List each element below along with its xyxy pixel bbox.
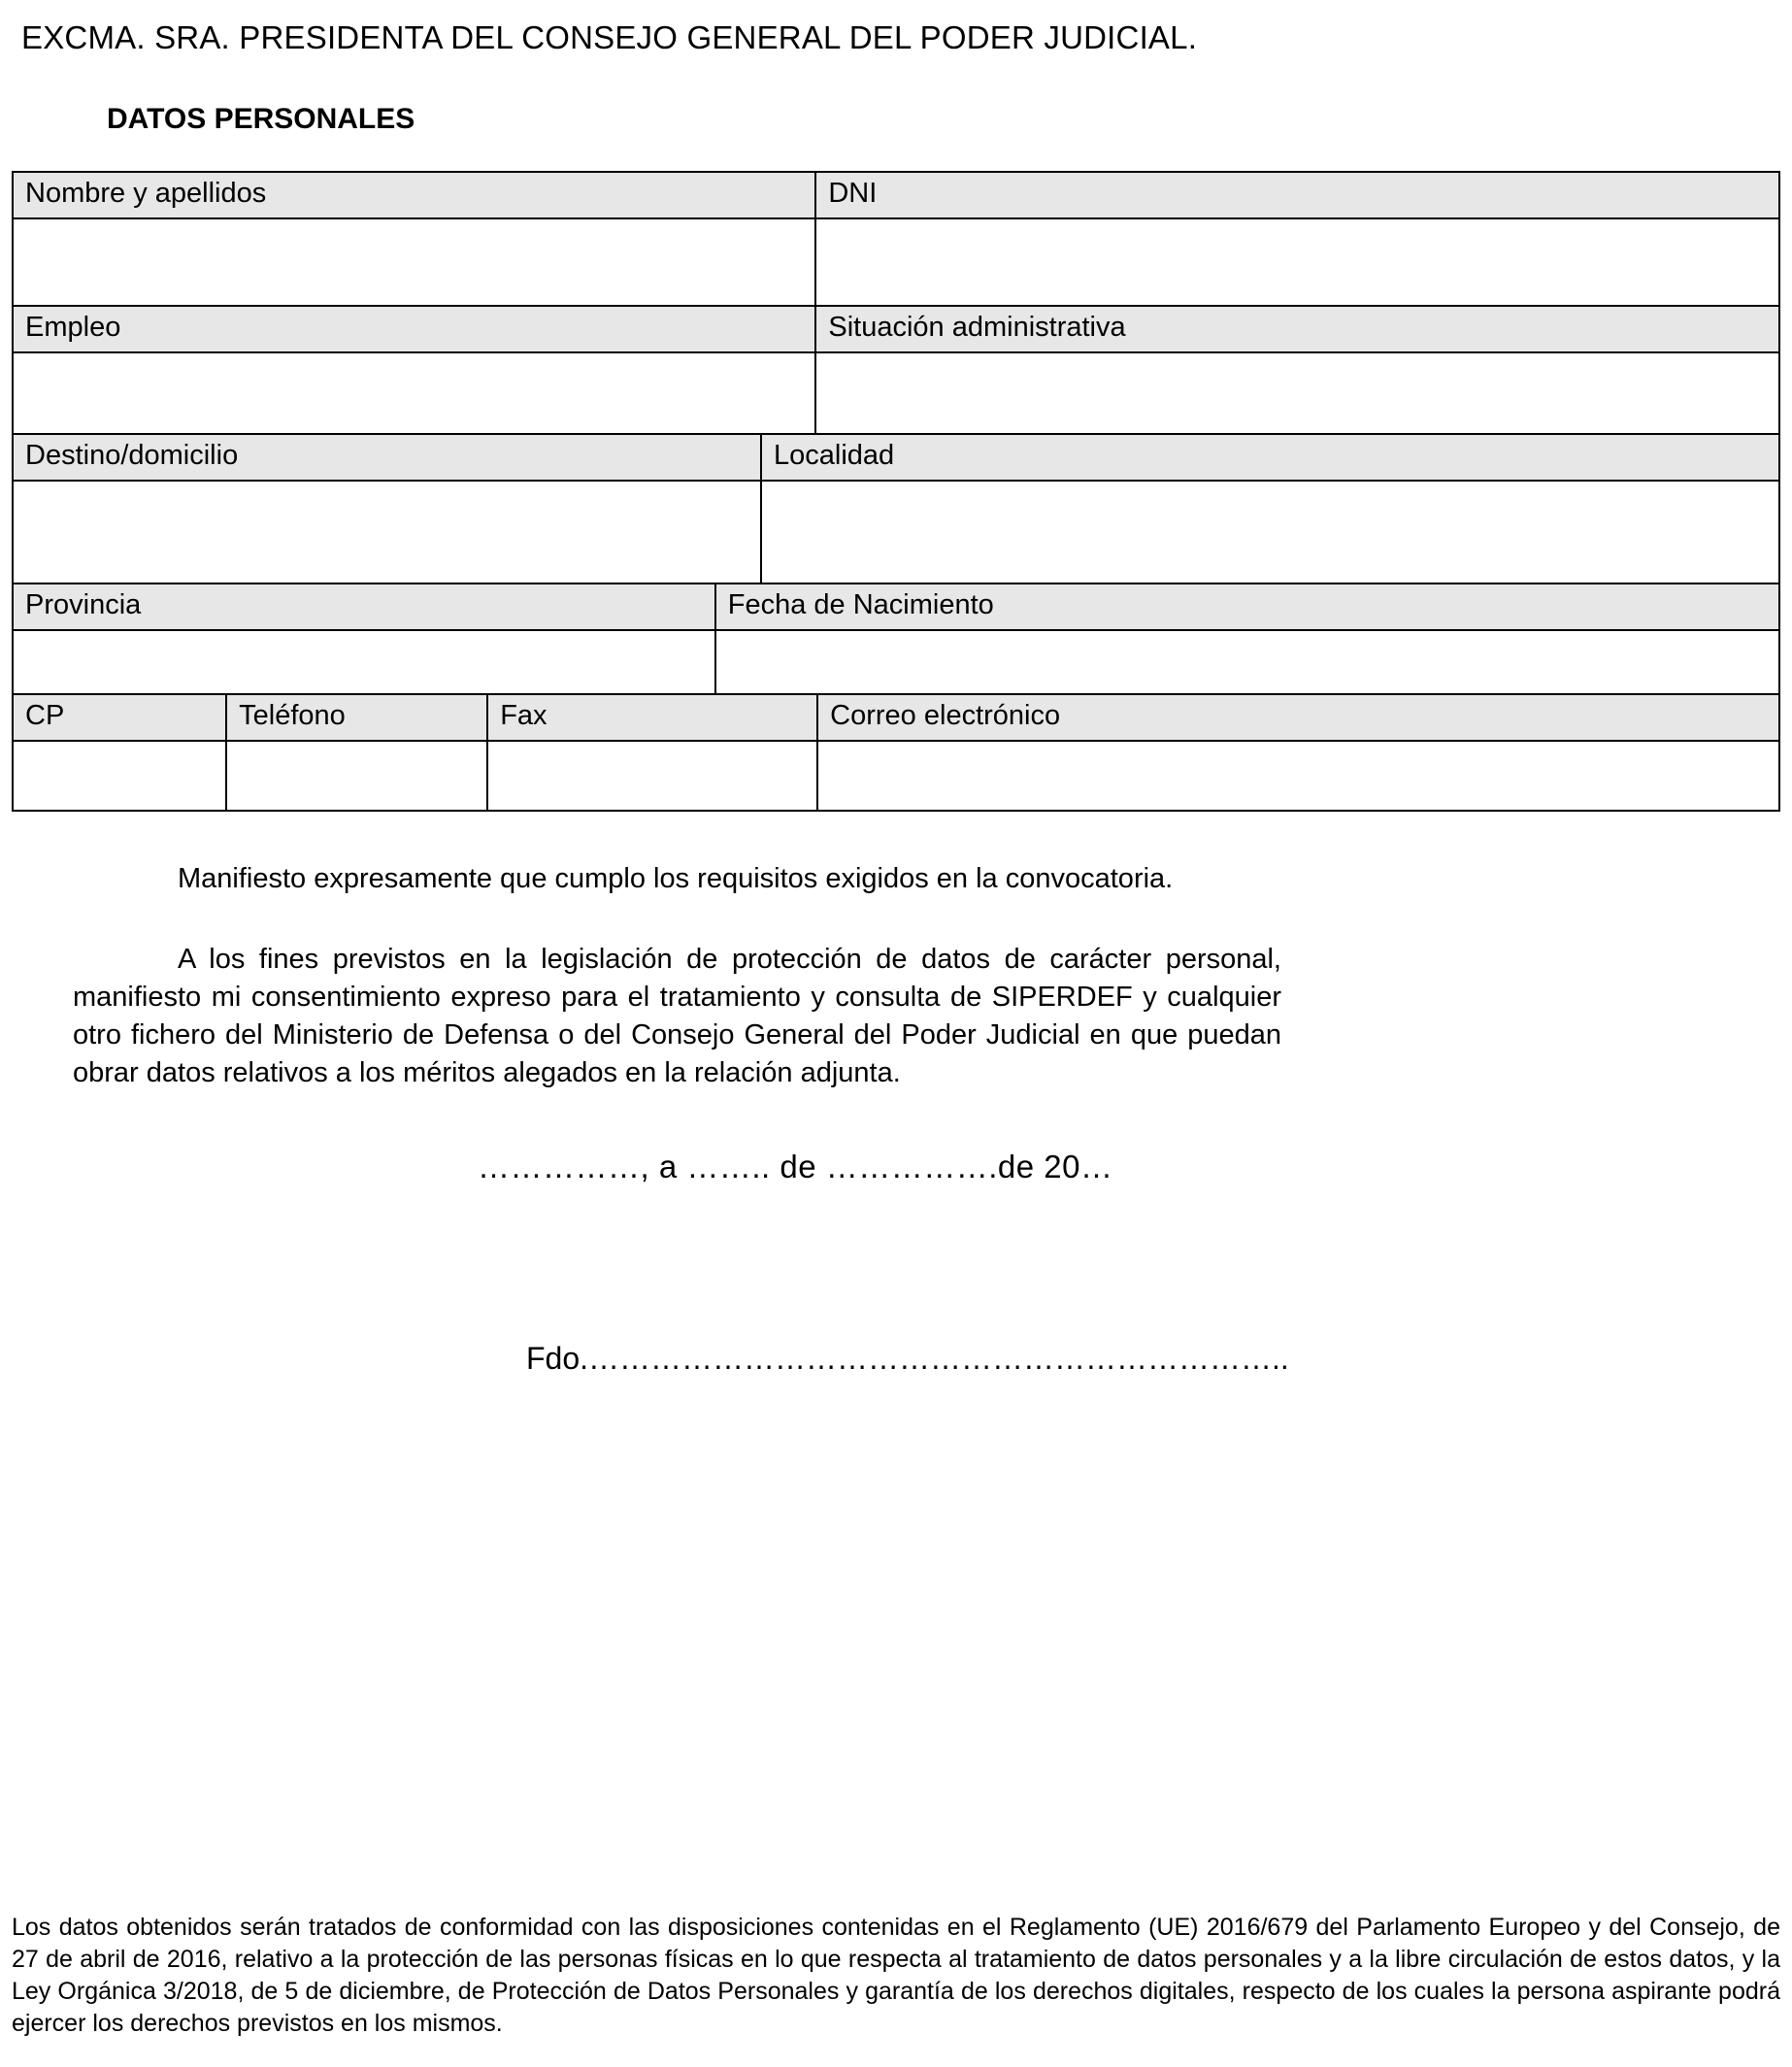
field-label-empleo: Empleo	[14, 307, 814, 351]
declaration-paragraph: Manifiesto expresamente que cumplo los requisitos exigidos en la convocatoria.	[178, 863, 1174, 894]
field-label-telefono: Teléfono	[225, 695, 486, 740]
field-label-fax: Fax	[486, 695, 816, 740]
table-input-row	[14, 217, 1778, 305]
field-label-nombre: Nombre y apellidos	[14, 173, 814, 217]
table-input-row	[14, 480, 1778, 583]
destino-input-cell[interactable]	[14, 482, 760, 583]
dni-input-cell[interactable]	[814, 219, 1778, 305]
correo-input-cell[interactable]	[816, 742, 1778, 810]
date-line: ……………, a …….. de …………….de 20…	[478, 1149, 1113, 1184]
table-header-row	[14, 583, 1778, 629]
table-header-row	[14, 693, 1778, 740]
consent-paragraph: A los fines previstos en la legislación de protección de datos de carácter personal, manifiesto mi consentimiento expreso para el tratamiento y consulta de SIPERDEF y cualquier otro fichero del Ministerio de Defensa o del Consejo General del Poder Judicial en que puedan obrar datos relativos a los méritos alegados en la relación adjunta.	[73, 944, 1281, 1088]
field-label-destino: Destino/domicilio	[14, 435, 760, 480]
table-input-row	[14, 629, 1778, 693]
signature-line: Fdo.…………………………………………………………..	[526, 1341, 1289, 1376]
field-label-situacion: Situación administrativa	[814, 307, 1778, 351]
field-label-localidad: Localidad	[760, 435, 1778, 480]
provincia-input-cell[interactable]	[14, 631, 714, 693]
field-label-dni: DNI	[814, 173, 1778, 217]
fax-input-cell[interactable]	[486, 742, 816, 810]
table-input-row	[14, 740, 1778, 810]
table-input-row	[14, 351, 1778, 433]
localidad-input-cell[interactable]	[760, 482, 1778, 583]
field-label-cp: CP	[14, 695, 225, 740]
table-header-row	[14, 433, 1778, 480]
situacion-input-cell[interactable]	[814, 353, 1778, 433]
addressee-line: EXCMA. SRA. PRESIDENTA DEL CONSEJO GENERAL DEL PODER JUDICIAL.	[21, 19, 1198, 55]
fecha-nacimiento-input-cell[interactable]	[714, 631, 1778, 693]
table-header-row	[14, 305, 1778, 351]
cp-input-cell[interactable]	[14, 742, 225, 810]
table-header-row	[14, 173, 1778, 217]
telefono-input-cell[interactable]	[225, 742, 486, 810]
empleo-input-cell[interactable]	[14, 353, 814, 433]
personal-data-table	[12, 171, 1780, 812]
nombre-input-cell[interactable]	[14, 219, 814, 305]
field-label-correo: Correo electrónico	[816, 695, 1778, 740]
data-protection-notice: Los datos obtenidos serán tratados de conformidad con las disposiciones contenidas en el Reglamento (UE) 2016/679 del Parlamento Europeo y del Consejo, de 27 de abril de 2016, relativo a la protección de las personas físicas en lo que respecta al tratamiento de datos personales y a la libre circulación de estos datos, y la Ley Orgánica 3/2018, de 5 de diciembre, de Protección de Datos Personales y garantía de los derechos digitales, respecto de los cuales la persona aspirante podrá ejercer los derechos previstos en los mismos.	[12, 1914, 1780, 2037]
field-label-provincia: Provincia	[14, 584, 714, 629]
field-label-fecha-nacimiento: Fecha de Nacimiento	[714, 584, 1778, 629]
section-title: DATOS PERSONALES	[107, 103, 415, 135]
